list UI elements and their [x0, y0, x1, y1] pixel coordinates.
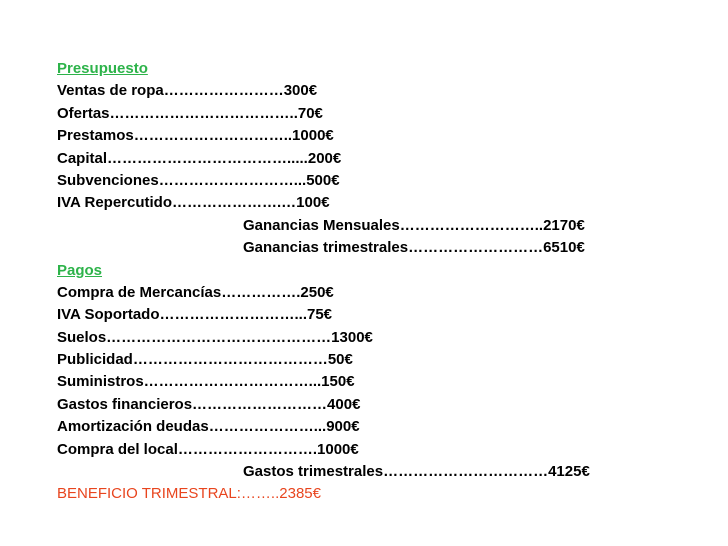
expense-line-compra-local: Compra del local……………………….1000€	[57, 440, 359, 458]
beneficio-trimestral-total: BENEFICIO TRIMESTRAL:……..2385€	[57, 485, 321, 503]
budget-document	[57, 58, 717, 506]
expense-line-compra-mercancias: Compra de Mercancías…………….250€	[57, 283, 334, 301]
section-heading-pagos: Pagos	[57, 261, 103, 279]
income-line-subvenciones: Subvenciones………………………...500€	[57, 171, 340, 189]
expense-line-amortizacion-deudas: Amortización deudas…………………...900€	[57, 418, 360, 436]
expense-line-suelos: Suelos………………………………………1300€	[57, 328, 373, 346]
summary-ganancias-mensuales: Ganancias Mensuales………………………..2170€	[243, 216, 585, 234]
income-line-prestamos: Prestamos…………………………..1000€	[57, 127, 334, 145]
summary-gastos-trimestrales: Gastos trimestrales……………………………4125€	[243, 463, 590, 481]
income-line-iva-repercutido: IVA Repercutido………………….…100€	[57, 194, 330, 212]
expense-line-iva-soportado: IVA Soportado………………………...75€	[57, 306, 333, 324]
summary-ganancias-trimestrales: Ganancias trimestrales………………………6510€	[243, 239, 585, 257]
expense-line-gastos-financieros: Gastos financieros………………………400€	[57, 395, 361, 413]
income-line-ofertas: Ofertas………………………………..70€	[57, 104, 323, 122]
expense-line-publicidad: Publicidad…………………………………50€	[57, 351, 353, 369]
income-line-capital: Capital……………………………….....200€	[57, 149, 342, 167]
income-line-ventas-de-ropa: Ventas de ropa……………………300€	[57, 82, 318, 100]
expense-line-suministros: Suministros……………………………...150€	[57, 373, 355, 391]
section-heading-presupuesto: Presupuesto	[57, 60, 148, 77]
